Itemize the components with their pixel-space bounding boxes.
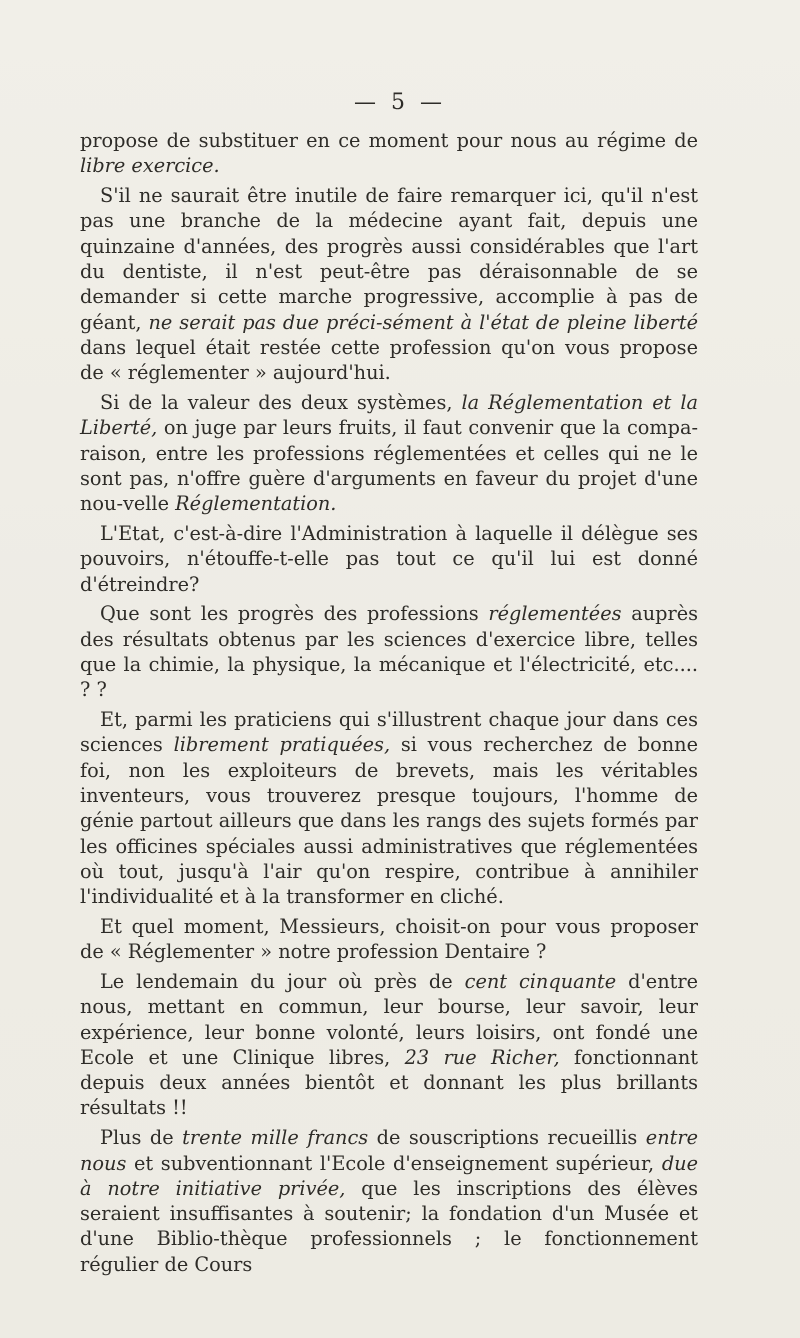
text-run: fonctionnant depuis deux années bientôt et donnant les plus brillants résultats !! [80,1045,698,1120]
text-run: dans lequel était restée cette profession qu'on vous propose de « réglementer » aujourd'hui. [80,335,698,385]
paragraph [80,1125,698,1277]
text-run: propose de substituer en ce moment pour nous au régime de [80,129,698,152]
italic-text: librement pratiquées, [173,733,391,757]
paragraph [80,707,698,909]
text-run: auprès des résultats obtenus par les sciences d'exercice libre, telles que la chimie, la physique, la mécanique et l'électricité, etc.... ? ? [80,602,698,702]
body-text [80,128,698,1282]
italic-text: entre nous [80,1126,699,1175]
italic-text: 23 rue Richer, [404,1045,560,1069]
text-run: Que sont les progrès des professions [100,602,489,626]
paragraph [80,601,698,702]
italic-text: Réglementation. [175,492,337,516]
italic-text: la Réglementation et la Liberté, [80,390,698,440]
paragraph [80,128,698,179]
text-run: Et, parmi les praticiens qui s'illustrent chaque jour dans ces sciences [80,708,698,757]
text-run: Et quel moment, Messieurs, choisit-on pour vous proposer de « Réglementer » notre profession Dentaire ? [80,914,698,964]
paragraph [80,390,698,516]
text-run: on juge par leurs fruits, il faut convenir que la compa-raison, entre les professions réglementées et celles qui ne le sont pas, n'offre guère d'arguments en faveur du projet d'une nou-velle [80,416,698,516]
italic-text: due à notre initiative privée, [80,1151,698,1200]
text-run: Le lendemain du jour où près de [100,970,465,993]
paragraph [80,521,698,597]
paragraph [80,969,698,1121]
paragraph [80,183,698,385]
text-run: de souscriptions recueillis [368,1126,646,1150]
italic-text: réglementées [488,602,622,626]
page-number: — 5 — [354,90,446,115]
text-run: que les inscriptions des élèves seraient insuffisantes à soutenir; la fondation d'un Musée et d'une Biblio-thèque professionnels ; le fonctionnement régulier de Cours [80,1176,699,1276]
paragraph [80,914,698,965]
italic-text: trente mille francs [182,1126,369,1150]
text-run: Si de la valeur des deux systèmes, [100,390,462,414]
text-run: et subventionnant l'Ecole d'enseignement supérieur, [126,1151,662,1175]
text-run: Plus de [100,1126,183,1150]
text-run: L'Etat, c'est-à-dire l'Administration à laquelle il délègue ses pouvoirs, n'étouffe-t-elle pas tout ce qu'il lui est donné d'étreindre? [80,521,698,596]
text-run: S'il ne saurait être inutile de faire remarquer ici, qu'il n'est pas une branche de la médecine ayant fait, depuis une quinzaine d'années, des progrès aussi considérables que l'art du dentiste, il n'est peut-être pas déraisonnable de se demander si cette marche progressive, accomplie à pas de géant, [80,184,698,334]
text-run: si vous recherchez de bonne foi, non les exploiteurs de brevets, mais les véritables inventeurs, vous trouverez presque toujours, l'homme de génie partout ailleurs que dans les rangs des sujets formés par les officines spéciales aussi administratives que réglementées où tout, jusqu'à l'air qu'on respire, contribue à annihiler l'individualité et à la transformer en cliché. [80,733,698,909]
italic-text: ne serait pas due préci-sément à l'état de pleine liberté [148,310,698,334]
text-run: d'entre nous, mettant en commun, leur bourse, leur savoir, leur expérience, leur bonne volonté, leurs loisirs, ont fondé une Ecole et une Clinique libres, [80,970,698,1069]
italic-text: cent cinquante [464,970,617,993]
italic-text: libre exercice. [80,154,220,178]
